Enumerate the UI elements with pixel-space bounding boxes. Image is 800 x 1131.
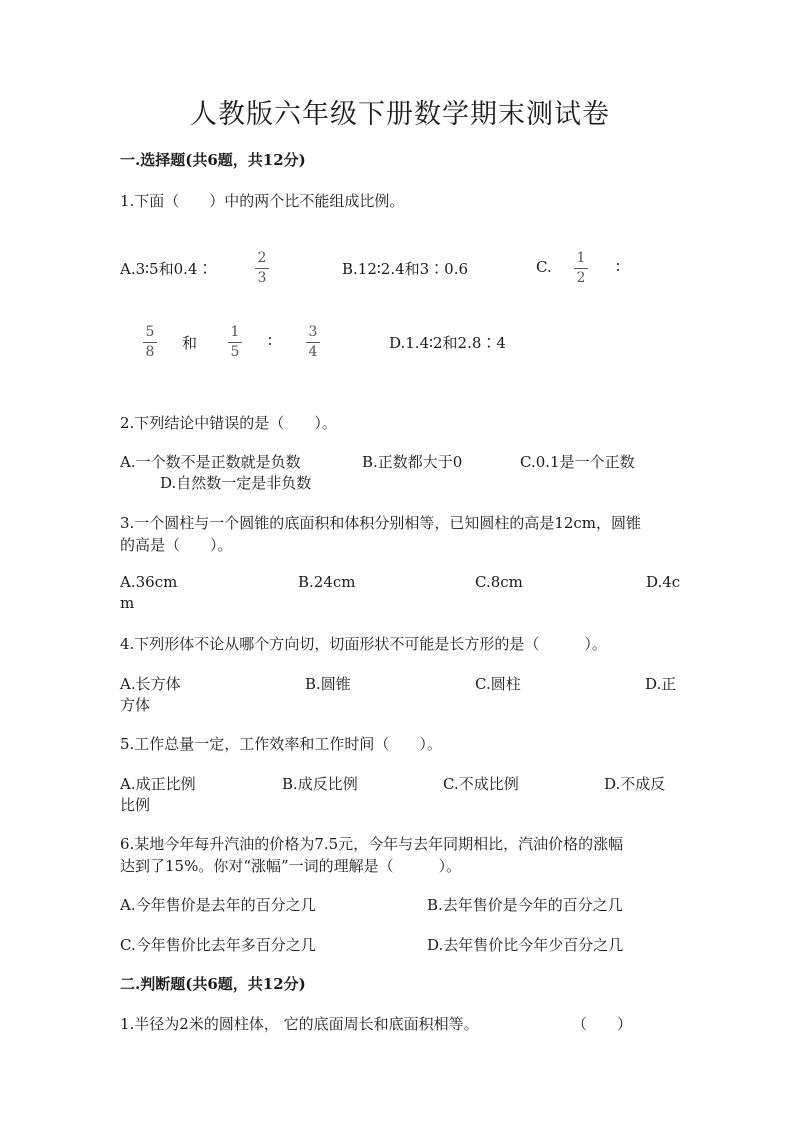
section2-heading: 二.判断题(共6题，共12分)	[120, 975, 306, 993]
q2-stem: 2.下列结论中错误的是（ ）。	[120, 414, 337, 432]
q2-option-b: B.正数都大于0	[362, 453, 463, 471]
q1-option-a-fraction	[255, 250, 269, 286]
q1-option-c-colon: ∶	[616, 258, 620, 276]
q5-option-d-wrap: 比例	[120, 796, 151, 814]
page-title: 人教版六年级下册数学期末测试卷	[190, 99, 610, 130]
q1-option-c: C.	[536, 258, 552, 276]
fraction-numerator: 5	[145, 324, 155, 340]
q6-stem-line2: 达到了15%。你对“涨幅”一词的理解是（ ）。	[120, 857, 462, 875]
fraction-numerator: 1	[576, 250, 586, 266]
fraction-denominator: 5	[230, 344, 240, 360]
q4-option-d: D.正	[645, 675, 677, 693]
q4-option-d-wrap: 方体	[120, 696, 151, 714]
q3-option-b: B.24cm	[298, 573, 356, 591]
q1-stem: 1.下面（ ）中的两个比不能组成比例。	[120, 192, 405, 210]
q3-option-d: D.4c	[646, 573, 681, 591]
q2-option-a: A.一个数不是正数就是负数	[120, 453, 301, 471]
q6-stem-line1: 6.某地今年每升汽油的价格为7.5元，今年与去年同期相比，汽油价格的涨幅	[120, 835, 624, 853]
q6-option-d: D.去年售价比今年少百分之几	[427, 936, 624, 954]
fraction-bar	[574, 268, 588, 269]
fraction-bar	[255, 268, 269, 269]
s2-q1-stem: 1.半径为2米的圆柱体， 它的底面周长和底面积相等。	[120, 1015, 479, 1033]
s2-q1-answer-paren: （ ）	[572, 1015, 633, 1033]
q1-option-c-and: 和	[182, 334, 198, 352]
q5-stem: 5.工作总量一定，工作效率和工作时间（ ）。	[120, 735, 442, 753]
q6-option-a: A.今年售价是去年的百分之几	[120, 896, 316, 914]
fraction-numerator: 3	[308, 324, 318, 340]
q1-option-c-fraction-1	[574, 250, 588, 286]
fraction-numerator: 1	[230, 324, 240, 340]
q3-stem-line1: 3.一个圆柱与一个圆锥的底面积和体积分别相等，已知圆柱的高是12cm，圆锥	[120, 514, 642, 532]
q2-option-c: C.0.1是一个正数	[520, 453, 635, 471]
q4-stem: 4.下列形体不论从哪个方向切，切面形状不可能是长方形的是（ ）。	[120, 635, 607, 653]
q5-option-d: D.不成反	[604, 775, 666, 793]
fraction-denominator: 8	[145, 344, 155, 360]
q3-option-a: A.36cm	[120, 573, 178, 591]
q4-option-c: C.圆柱	[475, 675, 521, 693]
section1-heading: 一.选择题(共6题，共12分)	[120, 151, 306, 169]
q6-option-c: C.今年售价比去年多百分之几	[120, 936, 316, 954]
q3-stem-line2: 的高是（ ）。	[120, 536, 233, 554]
q3-option-d-wrap: m	[120, 594, 135, 612]
fraction-denominator: 4	[308, 344, 318, 360]
q5-option-a: A.成正比例	[120, 775, 196, 793]
q4-option-b: B.圆锥	[305, 675, 351, 693]
fraction-bar	[143, 342, 157, 343]
q1-option-a: A.3∶5和0.4∶	[120, 260, 213, 278]
q1-option-c-fraction-4	[306, 324, 320, 360]
q1-option-b: B.12∶2.4和3∶0.6	[342, 260, 469, 278]
q2-option-d: D.自然数一定是非负数	[160, 474, 312, 492]
q1-option-c-fraction-3	[228, 324, 242, 360]
fraction-denominator: 2	[576, 270, 586, 286]
q5-option-c: C.不成比例	[443, 775, 519, 793]
q1-option-d: D.1.4∶2和2.8∶4	[389, 334, 506, 352]
q1-option-c-fraction-2	[143, 324, 157, 360]
q4-option-a: A.长方体	[120, 675, 181, 693]
q5-option-b: B.成反比例	[282, 775, 358, 793]
fraction-numerator: 2	[257, 250, 267, 266]
fraction-bar	[228, 342, 242, 343]
q1-option-c-colon-2: ∶	[268, 332, 272, 350]
fraction-denominator: 3	[257, 270, 267, 286]
fraction-bar	[306, 342, 320, 343]
q3-option-c: C.8cm	[475, 573, 523, 591]
q6-option-b: B.去年售价是今年的百分之几	[427, 896, 623, 914]
